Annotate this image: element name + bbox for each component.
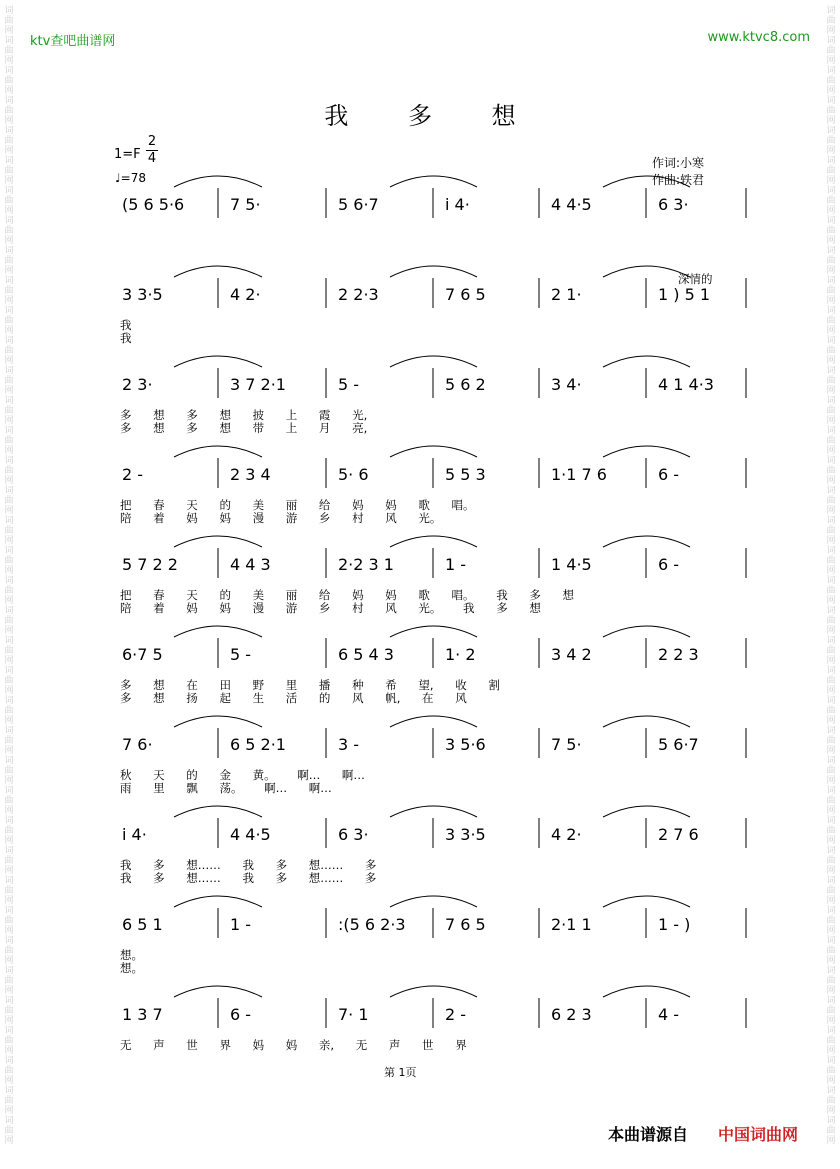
border-mark: 词 曲 网 (4, 1056, 14, 1086)
slur-arc (390, 356, 477, 367)
measure-notes: 5 6 2 (445, 375, 486, 394)
border-mark: 词 曲 网 (826, 1056, 836, 1086)
measure-notes: 4 2· (551, 825, 582, 844)
border-mark: 词 曲 网 (4, 216, 14, 246)
border-mark: 词 曲 网 (826, 966, 836, 996)
measure-notes: 1 - ) (658, 915, 691, 934)
border-mark: 词 曲 网 (4, 666, 14, 696)
measure-notes: 2 7 6 (658, 825, 699, 844)
border-mark: 词 曲 网 (4, 996, 14, 1026)
measure-notes: 6 - (658, 555, 680, 574)
border-mark: 词 曲 网 (826, 1116, 836, 1146)
border-mark: 词 曲 网 (4, 1086, 14, 1116)
time-top: 2 (147, 134, 157, 149)
measure-notes: 4 4·5 (551, 195, 592, 214)
border-mark: 词 曲 网 (826, 906, 836, 936)
measure-notes: 2 1· (551, 285, 582, 304)
measure-notes: 4 - (658, 1005, 680, 1024)
measure-notes: i 4· (445, 195, 470, 214)
lyric-line-2: 我 多 想…… 我 多 想…… 多 (120, 871, 377, 885)
measure-notes: 7 5· (551, 735, 582, 754)
lyric-line-1: 秋 天 的 金 黄。 啊… 啊… (120, 768, 365, 782)
border-mark: 词 曲 网 (826, 756, 836, 786)
slur-arc (174, 176, 262, 187)
border-mark: 词 曲 网 (4, 966, 14, 996)
border-mark: 词 曲 网 (4, 126, 14, 156)
measure-notes: 6 - (658, 465, 680, 484)
border-mark: 词 曲 网 (4, 816, 14, 846)
measure-notes: 7 6 5 (445, 915, 486, 934)
measure-notes: 1 ) 5 1 (658, 285, 711, 304)
composer-credit: 作曲:轶君 (652, 173, 705, 187)
slur-arc (390, 986, 477, 997)
border-mark: 词 曲 网 (4, 36, 14, 66)
lyric-line-1: 我 多 想…… 我 多 想…… 多 (120, 858, 377, 872)
lyric-line-2: 想。 (120, 961, 143, 975)
lyric-line-2: 多 想 多 想 带 上 月 亮, (120, 421, 368, 435)
measure-notes: (5 6 5·6 (122, 195, 185, 214)
lyric-line-1: 多 想 多 想 披 上 霞 光, (120, 408, 368, 422)
measure-notes: 4 4·5 (230, 825, 271, 844)
border-mark: 词 曲 网 (826, 186, 836, 216)
slur-arc (390, 626, 477, 637)
key-signature: 1=F (114, 147, 141, 162)
slur-arc (174, 896, 262, 907)
border-mark: 词 曲 网 (4, 486, 14, 516)
border-mark: 词 曲 网 (826, 96, 836, 126)
slur-arc (390, 446, 477, 457)
measure-notes: 3 4 2 (551, 645, 592, 664)
measure-notes: 2·2 3 1 (338, 555, 394, 574)
measure-notes: :(5 6 2·3 (338, 915, 406, 934)
measure-notes: 6 3· (338, 825, 369, 844)
border-mark: 词 曲 网 (826, 126, 836, 156)
measure-notes: i 4· (122, 825, 147, 844)
lyric-line-1: 把 春 天 的 美 丽 给 妈 妈 歌 唱。 我 多 想 (120, 588, 575, 602)
border-mark: 词 曲 网 (4, 636, 14, 666)
border-mark: 词 曲 网 (826, 426, 836, 456)
measure-notes: 1 - (230, 915, 252, 934)
lyric-line-2: 我 (120, 331, 132, 345)
measure-notes: 4 1 4·3 (658, 375, 714, 394)
lyric-line-1: 无 声 世 界 妈 妈 亲, 无 声 世 界 (120, 1038, 467, 1052)
border-mark: 词 曲 网 (826, 276, 836, 306)
song-title: 我 多 想 (324, 102, 542, 130)
border-mark: 词 曲 网 (4, 906, 14, 936)
slur-arc (603, 176, 690, 187)
border-mark: 词 曲 网 (826, 156, 836, 186)
border-mark: 词 曲 网 (826, 846, 836, 876)
measure-notes: 3 5·6 (445, 735, 486, 754)
lyric-line-2: 陪 着 妈 妈 漫 游 乡 村 风 光。 我 多 想 (120, 601, 541, 615)
slur-arc (174, 626, 262, 637)
border-mark: 词 曲 网 (826, 66, 836, 96)
left-site-label: ktv查吧曲谱网 (30, 34, 116, 49)
border-mark: 词 曲 网 (4, 66, 14, 96)
measure-notes: 2 3· (122, 375, 153, 394)
measure-notes: 1· 2 (445, 645, 476, 664)
right-site-label: www.ktvc8.com (707, 30, 810, 45)
lyric-line-1: 把 春 天 的 美 丽 给 妈 妈 歌 唱。 (120, 498, 475, 512)
measure-notes: 7 6· (122, 735, 153, 754)
border-mark: 词 曲 网 (4, 336, 14, 366)
border-mark: 词 曲 网 (4, 546, 14, 576)
border-mark: 词 曲 网 (4, 876, 14, 906)
border-mark: 词 曲 网 (826, 336, 836, 366)
measure-notes: 4 4 3 (230, 555, 271, 574)
border-mark: 词 曲 网 (4, 606, 14, 636)
slur-arc (603, 356, 690, 367)
measure-notes: 1·1 7 6 (551, 465, 607, 484)
measure-notes: 7 5· (230, 195, 261, 214)
slur-arc (603, 986, 690, 997)
slur-arc (390, 266, 477, 277)
measure-notes: 2 - (122, 465, 144, 484)
measure-notes: 5 7 2 2 (122, 555, 178, 574)
border-mark: 词 曲 网 (4, 246, 14, 276)
measure-notes: 5· 6 (338, 465, 369, 484)
border-mark: 词 曲 网 (4, 366, 14, 396)
border-mark: 词 曲 网 (826, 876, 836, 906)
border-mark: 词 曲 网 (826, 36, 836, 66)
lyric-line-2: 雨 里 飘 荡。 啊… 啊… (120, 781, 332, 795)
slur-arc (603, 626, 690, 637)
border-mark: 词 曲 网 (4, 846, 14, 876)
slur-arc (174, 806, 262, 817)
measure-notes: 1 3 7 (122, 1005, 163, 1024)
measure-notes: 1 4·5 (551, 555, 592, 574)
border-mark: 词 曲 网 (826, 816, 836, 846)
slur-arc (390, 896, 477, 907)
border-mark: 词 曲 网 (826, 366, 836, 396)
measure-notes: 6 5 1 (122, 915, 163, 934)
lyricist-credit: 作词:小寒 (652, 156, 705, 170)
lyric-line-1: 多 想 在 田 野 里 播 种 希 望, 收 割 (120, 678, 500, 692)
border-mark: 词 曲 网 (826, 306, 836, 336)
slur-arc (603, 266, 690, 277)
measure-notes: 6 5 2·1 (230, 735, 286, 754)
slur-arc (390, 536, 477, 547)
slur-arc (603, 716, 690, 727)
measure-notes: 6 - (230, 1005, 252, 1024)
slur-arc (390, 806, 477, 817)
measure-notes: 4 2· (230, 285, 261, 304)
slur-arc (174, 986, 262, 997)
slur-arc (390, 716, 477, 727)
expression-mark: 深情的 (678, 272, 713, 286)
slur-arc (390, 176, 477, 187)
measure-notes: 3 3·5 (122, 285, 163, 304)
measure-notes: 2·1 1 (551, 915, 592, 934)
measure-notes: 7 6 5 (445, 285, 486, 304)
tempo-mark: ♩=78 (115, 171, 146, 185)
lyric-line-1: 想。 (120, 948, 143, 962)
border-mark: 词 曲 网 (826, 696, 836, 726)
time-bottom: 4 (147, 151, 157, 166)
border-mark: 词 曲 网 (826, 1026, 836, 1056)
page-number: 第 1页 (384, 1066, 417, 1079)
border-mark: 词 曲 网 (4, 6, 14, 36)
border-mark: 词 曲 网 (826, 606, 836, 636)
measure-notes: 2 3 4 (230, 465, 271, 484)
border-mark: 词 曲 网 (4, 696, 14, 726)
border-mark: 词 曲 网 (4, 306, 14, 336)
measure-notes: 3 7 2·1 (230, 375, 286, 394)
measure-notes: 3 3·5 (445, 825, 486, 844)
source-label: 本曲谱源自 (608, 1125, 689, 1144)
border-mark: 词 曲 网 (4, 936, 14, 966)
border-mark: 词 曲 网 (826, 576, 836, 606)
measure-notes: 5 - (230, 645, 252, 664)
slur-arc (174, 266, 262, 277)
border-mark: 词 曲 网 (4, 576, 14, 606)
measure-notes: 5 5 3 (445, 465, 486, 484)
measure-notes: 2 2·3 (338, 285, 379, 304)
border-mark: 词 曲 网 (4, 426, 14, 456)
border-mark: 词 曲 网 (826, 726, 836, 756)
border-mark: 词 曲 网 (826, 546, 836, 576)
measure-notes: 1 - (445, 555, 467, 574)
border-mark: 词 曲 网 (826, 6, 836, 36)
measure-notes: 6·7 5 (122, 645, 163, 664)
border-mark: 词 曲 网 (826, 246, 836, 276)
slur-arc (603, 446, 690, 457)
measure-notes: 5 - (338, 375, 360, 394)
border-mark: 词 曲 网 (826, 786, 836, 816)
border-mark: 词 曲 网 (4, 396, 14, 426)
slur-arc (174, 356, 262, 367)
measure-notes: 6 2 3 (551, 1005, 592, 1024)
border-mark: 词 曲 网 (826, 1086, 836, 1116)
border-mark: 词 曲 网 (826, 456, 836, 486)
slur-arc (174, 536, 262, 547)
border-mark: 词 曲 网 (826, 996, 836, 1026)
border-mark: 词 曲 网 (826, 216, 836, 246)
border-mark: 词 曲 网 (826, 936, 836, 966)
measure-notes: 3 4· (551, 375, 582, 394)
lyric-line-2: 多 想 扬 起 生 活 的 风 帆, 在 风 (120, 691, 467, 705)
slur-arc (174, 446, 262, 457)
slur-arc (603, 806, 690, 817)
border-mark: 词 曲 网 (4, 276, 14, 306)
border-mark: 词 曲 网 (826, 486, 836, 516)
lyric-line-2: 陪 着 妈 妈 漫 游 乡 村 风 光。 (120, 511, 442, 525)
measure-notes: 5 6·7 (338, 195, 379, 214)
border-mark: 词 曲 网 (4, 756, 14, 786)
slur-arc (174, 716, 262, 727)
measure-notes: 7· 1 (338, 1005, 369, 1024)
border-mark: 词 曲 网 (4, 1116, 14, 1146)
source-site: 中国词曲网 (718, 1125, 799, 1144)
border-mark: 词 曲 网 (4, 186, 14, 216)
slur-arc (603, 896, 690, 907)
border-mark: 词 曲 网 (4, 1026, 14, 1056)
border-mark: 词 曲 网 (826, 636, 836, 666)
measure-notes: 6 3· (658, 195, 689, 214)
slur-arc (603, 536, 690, 547)
border-mark: 词 曲 网 (4, 96, 14, 126)
border-mark: 词 曲 网 (4, 156, 14, 186)
measure-notes: 2 - (445, 1005, 467, 1024)
border-mark: 词 曲 网 (826, 666, 836, 696)
border-mark: 词 曲 网 (4, 786, 14, 816)
measure-notes: 2 2 3 (658, 645, 699, 664)
border-mark: 词 曲 网 (4, 726, 14, 756)
measure-notes: 5 6·7 (658, 735, 699, 754)
border-mark: 词 曲 网 (826, 396, 836, 426)
border-mark: 词 曲 网 (826, 516, 836, 546)
border-mark: 词 曲 网 (4, 456, 14, 486)
measure-notes: 3 - (338, 735, 360, 754)
measure-notes: 6 5 4 3 (338, 645, 394, 664)
lyric-line-1: 我 (120, 318, 132, 332)
border-mark: 词 曲 网 (4, 516, 14, 546)
